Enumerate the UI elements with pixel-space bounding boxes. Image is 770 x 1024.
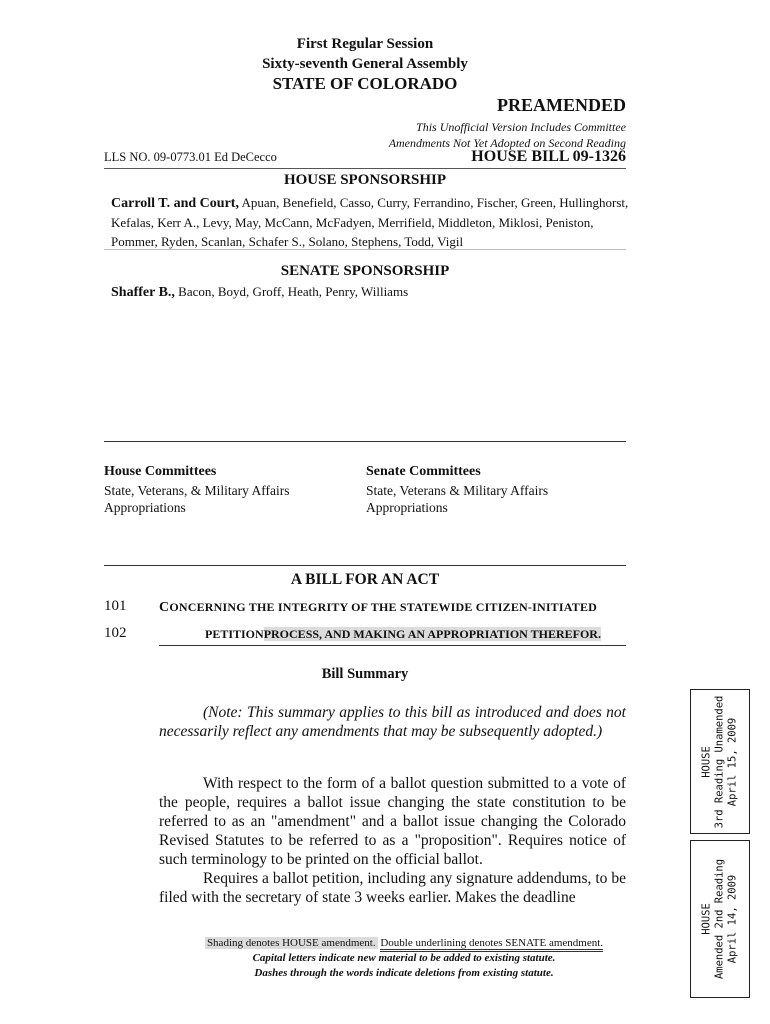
senate-sponsorship-heading: SENATE SPONSORSHIP [280,263,450,279]
bill-summary-heading: Bill Summary [321,666,409,682]
double-underline-legend: Double underlining denotes SENATE amendment. [380,937,603,952]
header-rule [104,168,626,169]
stamp-date: April 14, 2009 [726,874,739,964]
stamp-action: Amended 2nd Reading [713,858,726,980]
summary-note: (Note: This summary applies to this bill as introduced and does not necessarily reflect any amendments that may be subsequently adopted.) [159,704,626,740]
house-committees [104,463,289,516]
state-title: STATE OF COLORADO [272,74,458,93]
bill-number: HOUSE BILL 09-1326 [471,148,626,165]
summary-paragraph: With respect to the form of a ballot question submitted to a vote of the people, requires a ballot issue changing the state constitution to be referred to as an "amendment" and a ballot issue changing the Colorado Revised Statutes to be referred to as a "proposition". Requires notice of such terminology to be printed on the official ballot. [159,775,626,868]
status-label: PREAMENDED [497,95,626,115]
stamp-action: 3rd Reading Unamended [713,695,726,828]
summary-body [159,774,626,907]
house-committee-item: State, Veterans, & Military Affairs [104,483,290,498]
house-second-reading-stamp [690,840,750,998]
senate-committee-item: State, Veterans & Military Affairs [366,483,549,498]
unofficial-line-1: This Unofficial Version Includes Committee [416,120,626,134]
amendment-legend [104,936,704,981]
house-third-reading-stamp [690,689,750,834]
stamp-date: April 15, 2009 [726,717,739,806]
lls-number: LLS NO. 09-0773.01 Ed DeCecco [104,150,277,164]
senate-sponsors [111,284,408,301]
unofficial-notice [389,119,626,151]
shading-legend: Shading denotes HOUSE amendment. [206,937,376,949]
title-line-1-text: ONCERNING THE INTEGRITY OF THE STATEWIDE CITIZEN-INITIATED [169,600,598,614]
house-sponsors [111,193,631,251]
session-header [0,34,730,74]
sponsorship-divider [104,249,626,250]
senate-committees-heading: Senate Committees [366,464,481,479]
house-cosponsors: Apuan, Benefield, Casso, Curry, Ferrandino, Fischer, Green, Hullinghorst, Kefalas, Kerr A., Levy, May, McCann, McFadyen, Merrifield, Middleton, Miklosi, Peniston, Pommer, Ryden, Scanlan, Schafer S., Solano, Stephens, Todd, Vigil [111,195,629,249]
house-lead-sponsors: Carroll T. and Court, [111,196,239,211]
bill-title-line-1 [159,600,597,616]
house-amendment-shading: PROCESS, AND MAKING AN APPROPRIATION THEREFOR [263,627,598,641]
house-committee-item: Appropriations [104,500,186,515]
title-period: . [597,627,601,641]
act-heading: A BILL FOR AN ACT [290,571,440,588]
title-line-2-plain: PETITION [205,627,264,641]
stamp-text [701,859,740,979]
dashes-legend: Dashes through the words indicate deletions from existing statute. [254,967,554,979]
house-sponsorship-heading: HOUSE SPONSORSHIP [283,172,447,188]
stamp-chamber: HOUSE [700,745,713,778]
unofficial-line-2: Amendments Not Yet Adopted on Second Reading [388,136,626,150]
summary-paragraph: Requires a ballot petition, including any signature addendums, to be filed with the secretary of state 3 weeks earlier. Makes the deadline [159,870,626,906]
line-number: 101 [104,598,127,614]
house-committees-heading: House Committees [104,464,217,479]
assembly-title: Sixty-seventh General Assembly [262,56,468,72]
stamp-text [701,695,740,828]
line-number: 102 [104,625,127,641]
bill-title-line-2 [205,627,601,642]
session-title: First Regular Session [296,36,434,52]
senate-lead-sponsor: Shaffer B., [111,285,175,300]
act-rule [104,565,626,566]
senate-committees [366,463,548,516]
title-rule [159,645,626,646]
senate-cosponsors: Bacon, Boyd, Groff, Heath, Penry, Williams [178,284,409,299]
legend-line-1 [104,936,704,951]
stamp-chamber: HOUSE [700,903,713,935]
capital-letters-legend: Capital letters indicate new material to be added to existing statute. [252,952,556,964]
title-initial: C [159,600,170,615]
committees-rule [104,441,626,442]
senate-committee-item: Appropriations [366,500,448,515]
